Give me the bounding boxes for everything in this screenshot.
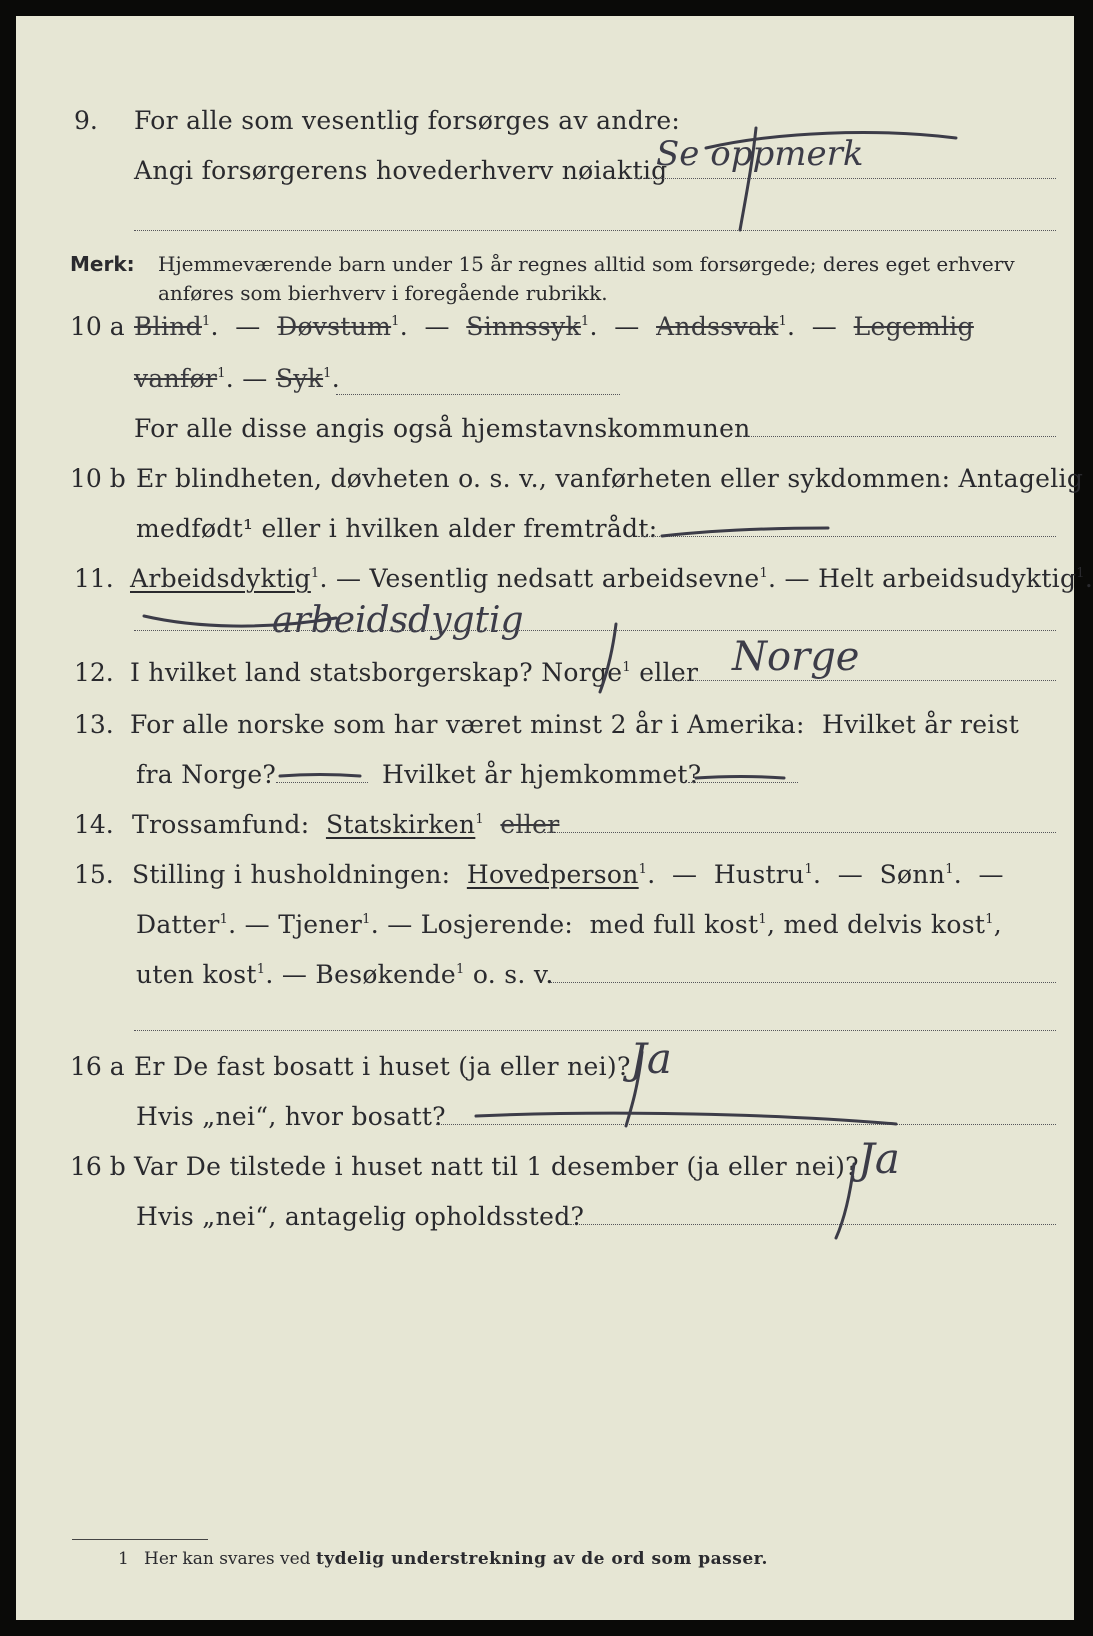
q11-handwritten-answer: arbeidsdygtig bbox=[272, 600, 524, 641]
q16b-j-tail bbox=[836, 1164, 854, 1238]
q13-line1b: Hvilket år reist bbox=[822, 710, 1020, 739]
option-syk: Syk bbox=[275, 364, 324, 393]
option-hustru: Hustru bbox=[713, 860, 805, 889]
handwriting-strokes bbox=[16, 16, 1077, 1620]
q10a-line3: For alle disse angis også hjemstavnskommunen bbox=[134, 414, 751, 443]
merk-line2: anføres som bierhverv i foregående rubrikk. bbox=[158, 281, 608, 305]
q10b-line1: Er blindheten, døvheten o. s. v., vanførheten eller sykdommen: Antagelig bbox=[136, 464, 1084, 493]
q16a-line-stroke bbox=[476, 1113, 896, 1124]
q16b-number: 16 b bbox=[70, 1152, 126, 1181]
option-blind: Blind bbox=[134, 312, 202, 341]
footnote-text-a: Her kan svares ved bbox=[144, 1549, 311, 1569]
q13-dash-2 bbox=[696, 777, 784, 779]
option-udyktig: Helt arbeidsudyktig bbox=[818, 564, 1077, 593]
q11-line1: Arbeidsdyktig$^1$. — Vesentlig nedsatt arbeidsevne$^1$. — Helt arbeidsudyktig$^1$. bbox=[130, 564, 1093, 593]
q13-line2b: Hvilket år hjemkommet? bbox=[382, 760, 702, 789]
q10b-number: 10 b bbox=[70, 464, 126, 493]
q9-line2: Angi forsørgerens hovederhverv nøiaktig bbox=[134, 156, 668, 185]
option-delvis-kost: med delvis kost bbox=[783, 910, 986, 939]
merk-line1: Hjemmeværende barn under 15 år regnes alltid som forsørgede; deres eget erhverv bbox=[158, 252, 1015, 276]
option-sonn: Sønn bbox=[879, 860, 946, 889]
option-losjerende: Losjerende: bbox=[420, 910, 574, 939]
q13-line2a: fra Norge? bbox=[136, 760, 277, 789]
q9-handwritten-answer: Se oppmerk bbox=[656, 134, 864, 174]
footnote-number: 1 bbox=[118, 1549, 129, 1569]
census-form-page bbox=[16, 16, 1093, 1620]
q14-label: Trossamfund: bbox=[132, 810, 310, 839]
merk-label: Merk: bbox=[70, 252, 135, 276]
q16a-line2: Hvis „nei“, hvor bosatt? bbox=[136, 1102, 446, 1131]
q16a-handwritten-answer: Ja bbox=[630, 1034, 672, 1083]
option-statskirken: Statskirken bbox=[325, 810, 476, 839]
option-dovstum: Døvstum bbox=[277, 312, 392, 341]
option-sinnssyk: Sinnssyk bbox=[466, 312, 581, 341]
q10a-line1: Blind$^1$. — Døvstum$^1$. — Sinnssyk$^1$. — Andssvak$^1$. — Legemlig bbox=[134, 312, 974, 341]
footnote-rule bbox=[72, 1539, 208, 1540]
q15-line2: Datter$^1$. — Tjener$^1$. — Losjerende: med full kost$^1$, med delvis kost$^1$, bbox=[136, 910, 1003, 939]
q14-number: 14. bbox=[74, 810, 114, 839]
q13-line1: For alle norske som har været minst 2 år i Amerika: bbox=[130, 710, 805, 739]
option-arbeidsdyktig: Arbeidsdyktig bbox=[130, 564, 311, 593]
q14-line: Trossamfund: Statskirken$^1$ eller bbox=[132, 810, 560, 839]
q11-tail bbox=[600, 624, 616, 692]
footnote-text-b: tydelig understrekning av de ord som passer. bbox=[315, 1549, 768, 1569]
q16b-line1: Var De tilstede i huset natt til 1 desember (ja eller nei)? bbox=[134, 1152, 859, 1181]
q9-number: 9. bbox=[74, 106, 98, 135]
option-tjener: Tjener bbox=[278, 910, 363, 939]
q16a-line1: Er De fast bosatt i huset (ja eller nei)? bbox=[134, 1052, 631, 1081]
q11-number: 11. bbox=[74, 564, 114, 593]
q16b-line2: Hvis „nei“, antagelig opholdssted? bbox=[136, 1202, 585, 1231]
q10a-number: 10 a bbox=[70, 312, 125, 341]
q15-label: Stilling i husholdningen: bbox=[132, 860, 451, 889]
q9-line1: For alle som vesentlig forsørges av andre: bbox=[134, 106, 681, 135]
option-nedsatt: Vesentlig nedsatt arbeidsevne bbox=[369, 564, 760, 593]
q11-underline-stroke bbox=[144, 616, 336, 626]
q9-stroke bbox=[706, 133, 956, 148]
option-full-kost: med full kost bbox=[589, 910, 759, 939]
q14-eller: eller bbox=[500, 810, 560, 839]
q10b-line2: medfødt¹ eller i hvilken alder fremtrådt: bbox=[136, 514, 658, 543]
q16a-number: 16 a bbox=[70, 1052, 125, 1081]
q12-question: I hvilket land statsborgerskap? bbox=[130, 658, 533, 687]
q13-number: 13. bbox=[74, 710, 114, 739]
option-datter: Datter bbox=[136, 910, 220, 939]
q13-dash-1 bbox=[280, 775, 360, 777]
q15-number: 15. bbox=[74, 860, 114, 889]
q12-handwritten-answer: Norge bbox=[732, 634, 860, 680]
q9-stroke-tail bbox=[740, 128, 756, 230]
q12-number: 12. bbox=[74, 658, 114, 687]
option-besokende: Besøkende bbox=[315, 960, 457, 989]
option-hovedperson: Hovedperson bbox=[466, 860, 639, 889]
option-andssvak: Andssvak bbox=[656, 312, 779, 341]
q10a-line2: vanfør$^1$. — Syk$^1$. bbox=[134, 364, 340, 393]
option-legemlig: Legemlig bbox=[853, 312, 974, 341]
q12-line: I hvilket land statsborgerskap? Norge$^1$ eller bbox=[130, 658, 699, 687]
footnote-text bbox=[144, 1549, 768, 1569]
q16a-j-tail bbox=[626, 1052, 642, 1126]
q15-line1: Stilling i husholdningen: Hovedperson$^1$. — Hustru$^1$. — Sønn$^1$. — bbox=[132, 860, 1004, 889]
q12-eller: eller bbox=[639, 658, 699, 687]
q16b-handwritten-answer: Ja bbox=[858, 1134, 900, 1183]
option-vanfor: vanfør bbox=[134, 364, 218, 393]
q10b-dash bbox=[662, 528, 828, 536]
option-norge: Norge bbox=[541, 658, 623, 687]
q15-line3: uten kost$^1$. — Besøkende$^1$ o. s. v. bbox=[136, 960, 554, 989]
option-uten-kost: uten kost bbox=[136, 960, 257, 989]
